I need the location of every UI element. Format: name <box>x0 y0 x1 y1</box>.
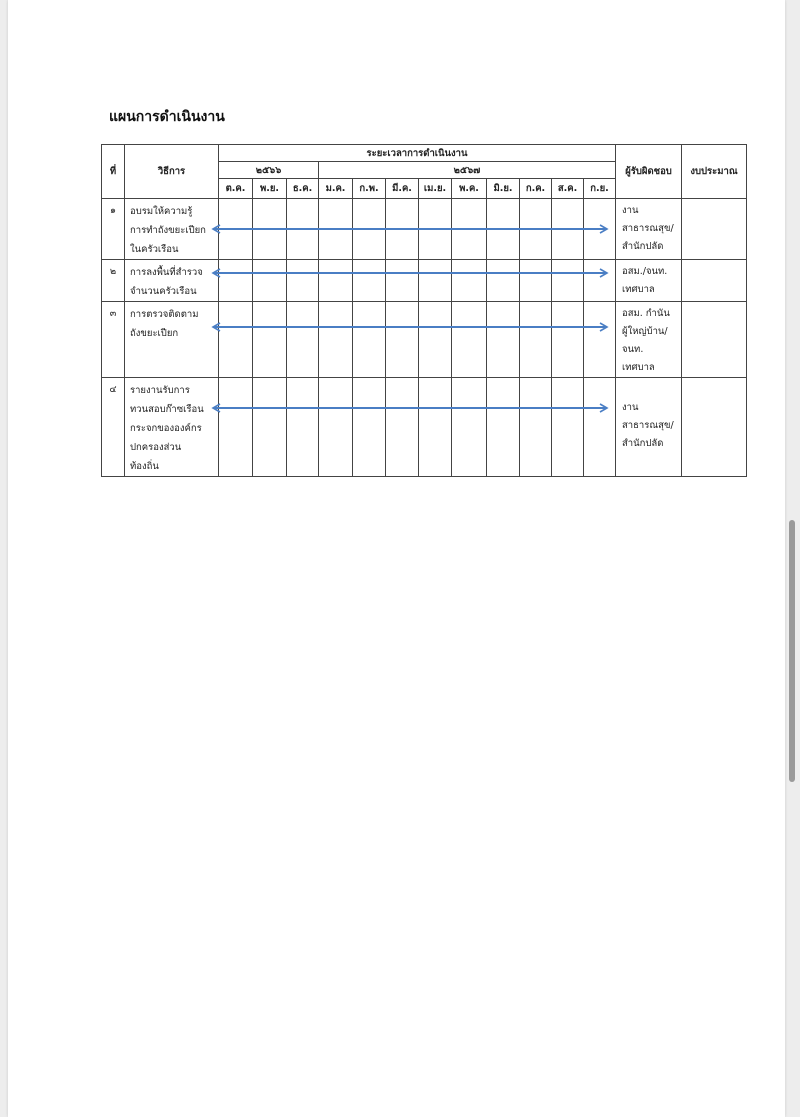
method-line: การตรวจติดตาม <box>130 309 199 320</box>
table-row <box>102 302 747 378</box>
method-line: ถังขยะเปียก <box>130 328 179 339</box>
row-responsible <box>616 302 682 378</box>
table-row <box>102 378 747 477</box>
month-header: มี.ค. <box>386 179 419 199</box>
method-line: กระจกขององค์กร <box>130 423 202 434</box>
responsible-line: สำนักปลัด <box>622 241 664 252</box>
header-year-2566: ๒๕๖๖ <box>219 162 319 179</box>
plan-table <box>101 144 747 477</box>
responsible-line: เทศบาล <box>622 362 655 373</box>
header-budget: งบประมาณ <box>682 145 747 199</box>
document-page <box>8 0 785 1117</box>
method-line: ปกครองส่วน <box>130 442 182 453</box>
table-row <box>102 199 747 260</box>
responsible-line: เทศบาล <box>622 284 655 295</box>
responsible-line: สาธารณสุข/ <box>622 420 674 431</box>
responsible-line: สำนักปลัด <box>622 438 664 449</box>
month-header: ก.พ. <box>353 179 386 199</box>
table-row <box>102 260 747 302</box>
row-responsible <box>616 260 682 302</box>
row-method <box>125 378 219 477</box>
row-number: ๒ <box>102 260 125 302</box>
vertical-scrollbar[interactable] <box>789 520 795 782</box>
responsible-line: งาน <box>622 402 639 413</box>
row-method <box>125 260 219 302</box>
month-header: ก.ค. <box>520 179 552 199</box>
row-responsible <box>616 378 682 477</box>
responsible-line: อสม. กำนัน <box>622 308 670 319</box>
method-line: ท้องถิ่น <box>130 461 159 472</box>
method-line: ในครัวเรือน <box>130 244 179 255</box>
header-period: ระยะเวลาการดำเนินงาน <box>219 145 616 162</box>
responsible-line <box>622 381 679 399</box>
responsible-line: งาน <box>622 205 639 216</box>
row-responsible <box>616 199 682 260</box>
header-method: วิธีการ <box>125 145 219 199</box>
row-number: ๔ <box>102 378 125 477</box>
method-line: รายงานรับการ <box>130 385 190 396</box>
month-header: มิ.ย. <box>487 179 520 199</box>
row-budget <box>682 199 747 260</box>
method-line: การทำถังขยะเปียก <box>130 225 206 236</box>
row-method <box>125 199 219 260</box>
month-header: ส.ค. <box>552 179 584 199</box>
header-responsible: ผู้รับผิดชอบ <box>616 145 682 199</box>
row-budget <box>682 378 747 477</box>
month-header: ธ.ค. <box>287 179 319 199</box>
method-line: จำนวนครัวเรือน <box>130 286 197 297</box>
row-budget <box>682 302 747 378</box>
responsible-line: ผู้ใหญ่บ้าน/ <box>622 326 668 337</box>
row-number: ๓ <box>102 302 125 378</box>
row-budget <box>682 260 747 302</box>
month-header: ม.ค. <box>319 179 353 199</box>
row-number: ๑ <box>102 199 125 260</box>
month-header: ต.ค. <box>219 179 253 199</box>
method-line: การลงพื้นที่สำรวจ <box>130 267 203 278</box>
header-no: ที่ <box>102 145 125 199</box>
header-year-2567: ๒๕๖๗ <box>319 162 616 179</box>
page-heading: แผนการดำเนินงาน <box>109 109 225 125</box>
responsible-line: อสม./จนท. <box>622 266 668 277</box>
month-header: เม.ย. <box>419 179 452 199</box>
row-method <box>125 302 219 378</box>
responsible-line: สาธารณสุข/ <box>622 223 674 234</box>
responsible-line: จนท. <box>622 344 644 355</box>
method-line: ทวนสอบก๊าซเรือน <box>130 404 204 415</box>
method-line: อบรมให้ความรู้ <box>130 206 193 217</box>
month-header: ก.ย. <box>584 179 616 199</box>
month-header: พ.ค. <box>452 179 487 199</box>
month-header: พ.ย. <box>253 179 287 199</box>
